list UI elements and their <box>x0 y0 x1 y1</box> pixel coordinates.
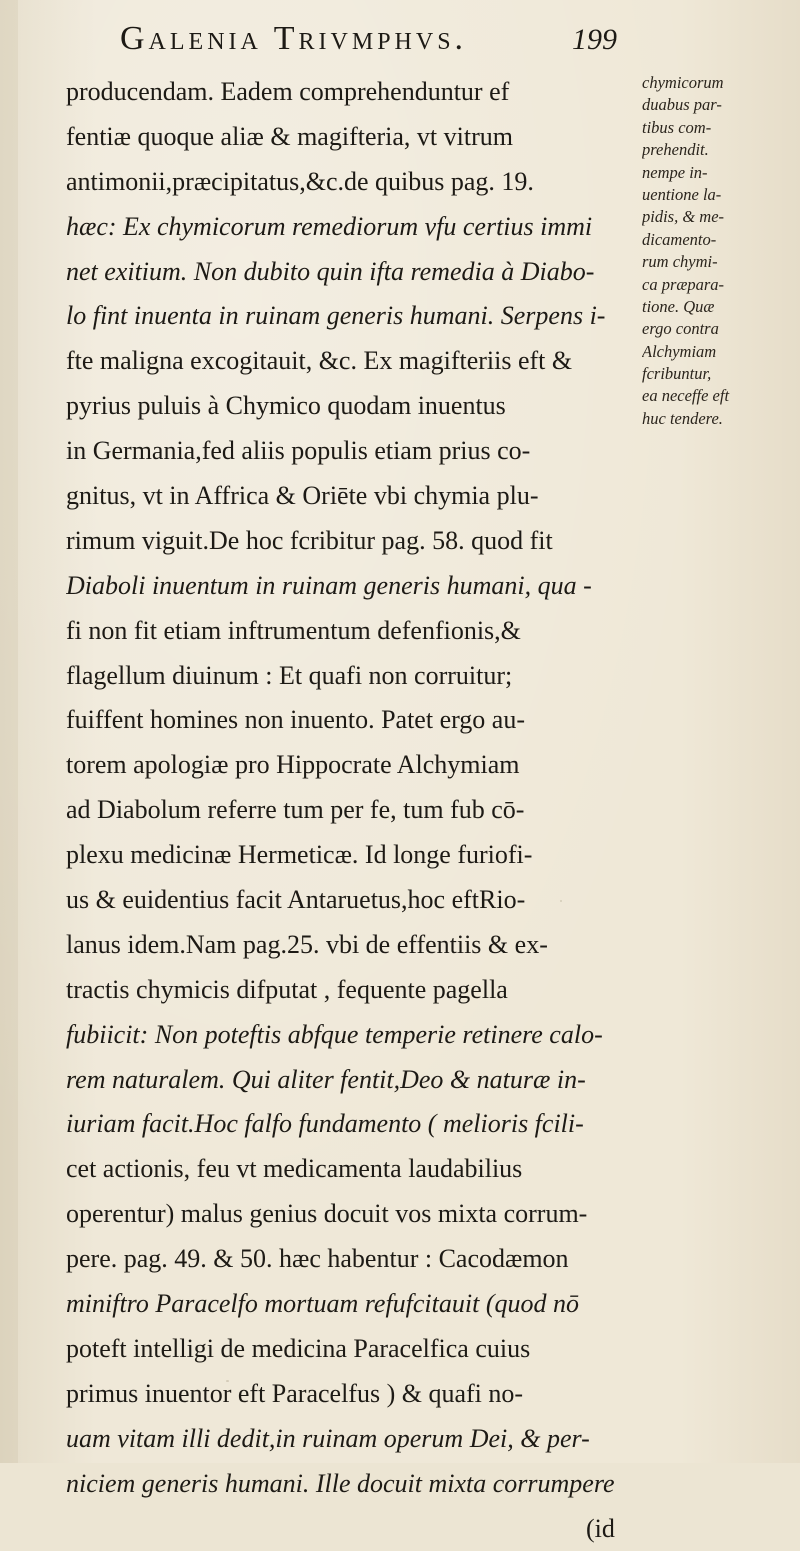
text-line: fubiicit: Non poteftis abfque temperie retinere calo- <box>66 1013 632 1058</box>
text-line: operentur) malus genius docuit vos mixta corrum- <box>66 1192 632 1237</box>
text-line: Diaboli inuentum in ruinam generis humani, qua - <box>66 564 632 609</box>
margin-note-line: ergo contra <box>642 318 798 340</box>
text-line: plexu medicinæ Hermeticæ. Id longe furiofi- <box>66 833 632 878</box>
text-line: niciem generis humani. Ille docuit mixta corrumpere <box>66 1462 632 1507</box>
text-line: hæc: Ex chymicorum remediorum vfu certius immi <box>66 205 632 250</box>
text-line: us & euidentius facit Antaruetus,hoc eftRio- <box>66 878 632 923</box>
text-line: uam vitam illi dedit,in ruinam operum Dei, & per- <box>66 1417 632 1462</box>
text-line: ad Diabolum referre tum per fe, tum fub cō- <box>66 788 632 833</box>
margin-note-line: rum chymi- <box>642 251 798 273</box>
text-line: torem apologiæ pro Hippocrate Alchymiam <box>66 743 632 788</box>
text-line: fuiffent homines non inuento. Patet ergo au- <box>66 698 632 743</box>
text-line: cet actionis, feu vt medicamenta laudabilius <box>66 1147 632 1192</box>
running-title: Galenia Trivmphvs. <box>120 20 467 58</box>
text-line: flagellum diuinum : Et quafi non corruitur; <box>66 654 632 699</box>
margin-note-line: duabus par- <box>642 94 798 116</box>
text-line: poteft intelligi de medicina Paracelfica cuius <box>66 1327 632 1372</box>
page-gutter-shadow <box>0 0 18 1463</box>
text-line: pyrius puluis à Chymico quodam inuentus <box>66 384 632 429</box>
margin-note-line: tibus com- <box>642 117 798 139</box>
text-line: gnitus, vt in Affrica & Oriēte vbi chymia plu- <box>66 474 632 519</box>
text-line: net exitium. Non dubito quin ifta remedia à Diabo- <box>66 250 632 295</box>
text-line: antimonii,præcipitatus,&c.de quibus pag. 19. <box>66 160 632 205</box>
text-line: miniftro Paracelfo mortuam refufcitauit (quod nō <box>66 1282 632 1327</box>
margin-note <box>642 72 798 430</box>
margin-note-line: fcribuntur, <box>642 363 798 385</box>
margin-note-line: nempe in- <box>642 162 798 184</box>
text-line: fte maligna excogitauit, &c. Ex magifteriis eft & <box>66 339 632 384</box>
text-line: iuriam facit.Hoc falfo fundamento ( melioris fcili- <box>66 1102 632 1147</box>
text-line: in Germania,fed aliis populis etiam prius co- <box>66 429 632 474</box>
margin-note-line: ea neceffe eft <box>642 385 798 407</box>
page-number: 199 <box>572 23 617 57</box>
text-line: fi non fit etiam inftrumentum defenfionis,& <box>66 609 632 654</box>
margin-note-line: pidis, & me- <box>642 206 798 228</box>
text-line: lo fint inuenta in ruinam generis humani. Serpens i- <box>66 294 632 339</box>
text-line: fentiæ quoque aliæ & magifteria, vt vitrum <box>66 115 632 160</box>
text-line: tractis chymicis difputat , fequente pagella <box>66 968 632 1013</box>
margin-note-line: prehendit. <box>642 139 798 161</box>
margin-note-line: tione. Quæ <box>642 296 798 318</box>
text-line: pere. pag. 49. & 50. hæc habentur : Cacodæmon <box>66 1237 632 1282</box>
margin-note-line: chymicorum <box>642 72 798 94</box>
text-line: rem naturalem. Qui aliter fentit,Deo & naturæ in- <box>66 1058 632 1103</box>
text-line: lanus idem.Nam pag.25. vbi de effentiis & ex- <box>66 923 632 968</box>
margin-note-line: dicamento- <box>642 229 798 251</box>
margin-note-line: Alchymiam <box>642 341 798 363</box>
text-line: primus inuentor eft Paracelfus ) & quafi no- <box>66 1372 632 1417</box>
text-line: rimum viguit.De hoc fcribitur pag. 58. quod fit <box>66 519 632 564</box>
text-line: producendam. Eadem comprehenduntur ef <box>66 70 632 115</box>
running-head <box>120 20 680 70</box>
catchword: (id <box>66 1507 632 1551</box>
margin-note-line: uentione la- <box>642 184 798 206</box>
margin-note-line: ca præpara- <box>642 274 798 296</box>
main-text-block <box>66 70 632 1551</box>
margin-note-line: huc tendere. <box>642 408 798 430</box>
